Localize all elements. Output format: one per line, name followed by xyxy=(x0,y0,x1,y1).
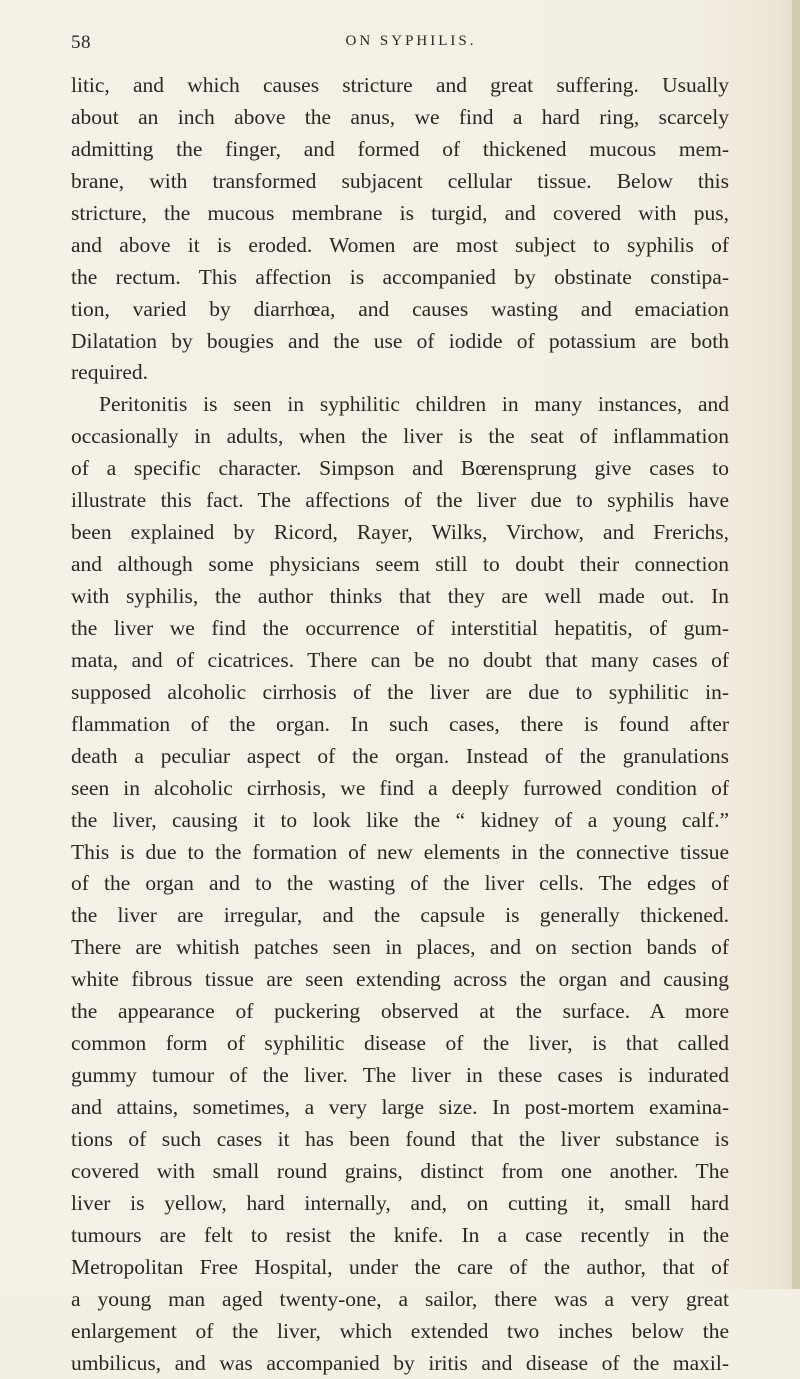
paragraph xyxy=(71,389,729,1379)
text-line: the liver are irregular, and the capsule is generally thickened. xyxy=(71,900,729,932)
text-line: white fibrous tissue are seen extending across the organ and causing xyxy=(71,964,729,996)
text-line: required. xyxy=(71,357,729,389)
text-line: and attains, sometimes, a very large size. In post-mortem examina- xyxy=(71,1092,729,1124)
text-line: the liver we find the occurrence of interstitial hepatitis, of gum- xyxy=(71,613,729,645)
text-line: Dilatation by bougies and the use of iodide of potassium are both xyxy=(71,326,729,358)
text-line: enlargement of the liver, which extended two inches below the xyxy=(71,1316,729,1348)
text-line: about an inch above the anus, we find a hard ring, scarcely xyxy=(71,102,729,134)
text-line: tumours are felt to resist the knife. In a case recently in the xyxy=(71,1220,729,1252)
text-line: umbilicus, and was accompanied by iritis and disease of the maxil- xyxy=(71,1348,729,1379)
text-line: There are whitish patches seen in places, and on section bands of xyxy=(71,932,729,964)
text-line: Peritonitis is seen in syphilitic children in many instances, and xyxy=(71,389,729,421)
running-title: ON SYPHILIS. xyxy=(71,33,731,50)
text-line: of a specific character. Simpson and Bœrensprung give cases to xyxy=(71,453,729,485)
text-line: tions of such cases it has been found that the liver substance is xyxy=(71,1124,729,1156)
text-line: This is due to the formation of new elements in the connective tissue xyxy=(71,837,729,869)
text-line: liver is yellow, hard internally, and, on cutting it, small hard xyxy=(71,1188,729,1220)
text-line: a young man aged twenty-one, a sailor, there was a very great xyxy=(71,1284,729,1316)
text-line: litic, and which causes stricture and great suffering. Usually xyxy=(71,70,729,102)
text-line: admitting the finger, and formed of thickened mucous mem- xyxy=(71,134,729,166)
text-line: death a peculiar aspect of the organ. Instead of the granulations xyxy=(71,741,729,773)
text-line: supposed alcoholic cirrhosis of the liver are due to syphilitic in- xyxy=(71,677,729,709)
text-line: with syphilis, the author thinks that they are well made out. In xyxy=(71,581,729,613)
text-line: stricture, the mucous membrane is turgid, and covered with pus, xyxy=(71,198,729,230)
body-text xyxy=(71,70,729,1379)
page-number: 58 xyxy=(71,32,91,54)
text-line: illustrate this fact. The affections of the liver due to syphilis have xyxy=(71,485,729,517)
text-line: Metropolitan Free Hospital, under the care of the author, that of xyxy=(71,1252,729,1284)
text-line: the liver, causing it to look like the “ kidney of a young calf.” xyxy=(71,805,729,837)
text-line: the rectum. This affection is accompanied by obstinate constipa- xyxy=(71,262,729,294)
text-line: gummy tumour of the liver. The liver in these cases is indurated xyxy=(71,1060,729,1092)
text-line: occasionally in adults, when the liver is the seat of inflammation xyxy=(71,421,729,453)
text-line: common form of syphilitic disease of the liver, is that called xyxy=(71,1028,729,1060)
text-line: covered with small round grains, distinct from one another. The xyxy=(71,1156,729,1188)
text-line: mata, and of cicatrices. There can be no doubt that many cases of xyxy=(71,645,729,677)
page-edge-shadow xyxy=(792,0,800,1289)
text-line: tion, varied by diarrhœa, and causes wasting and emaciation xyxy=(71,294,729,326)
page-header xyxy=(71,32,731,62)
text-line: and above it is eroded. Women are most subject to syphilis of xyxy=(71,230,729,262)
text-line: been explained by Ricord, Rayer, Wilks, Virchow, and Frerichs, xyxy=(71,517,729,549)
text-line: flammation of the organ. In such cases, there is found after xyxy=(71,709,729,741)
text-line: seen in alcoholic cirrhosis, we find a deeply furrowed condition of xyxy=(71,773,729,805)
paragraph xyxy=(71,70,729,389)
text-line: of the organ and to the wasting of the liver cells. The edges of xyxy=(71,868,729,900)
text-line: the appearance of puckering observed at the surface. A more xyxy=(71,996,729,1028)
text-line: brane, with transformed subjacent cellular tissue. Below this xyxy=(71,166,729,198)
text-line: and although some physicians seem still to doubt their connection xyxy=(71,549,729,581)
